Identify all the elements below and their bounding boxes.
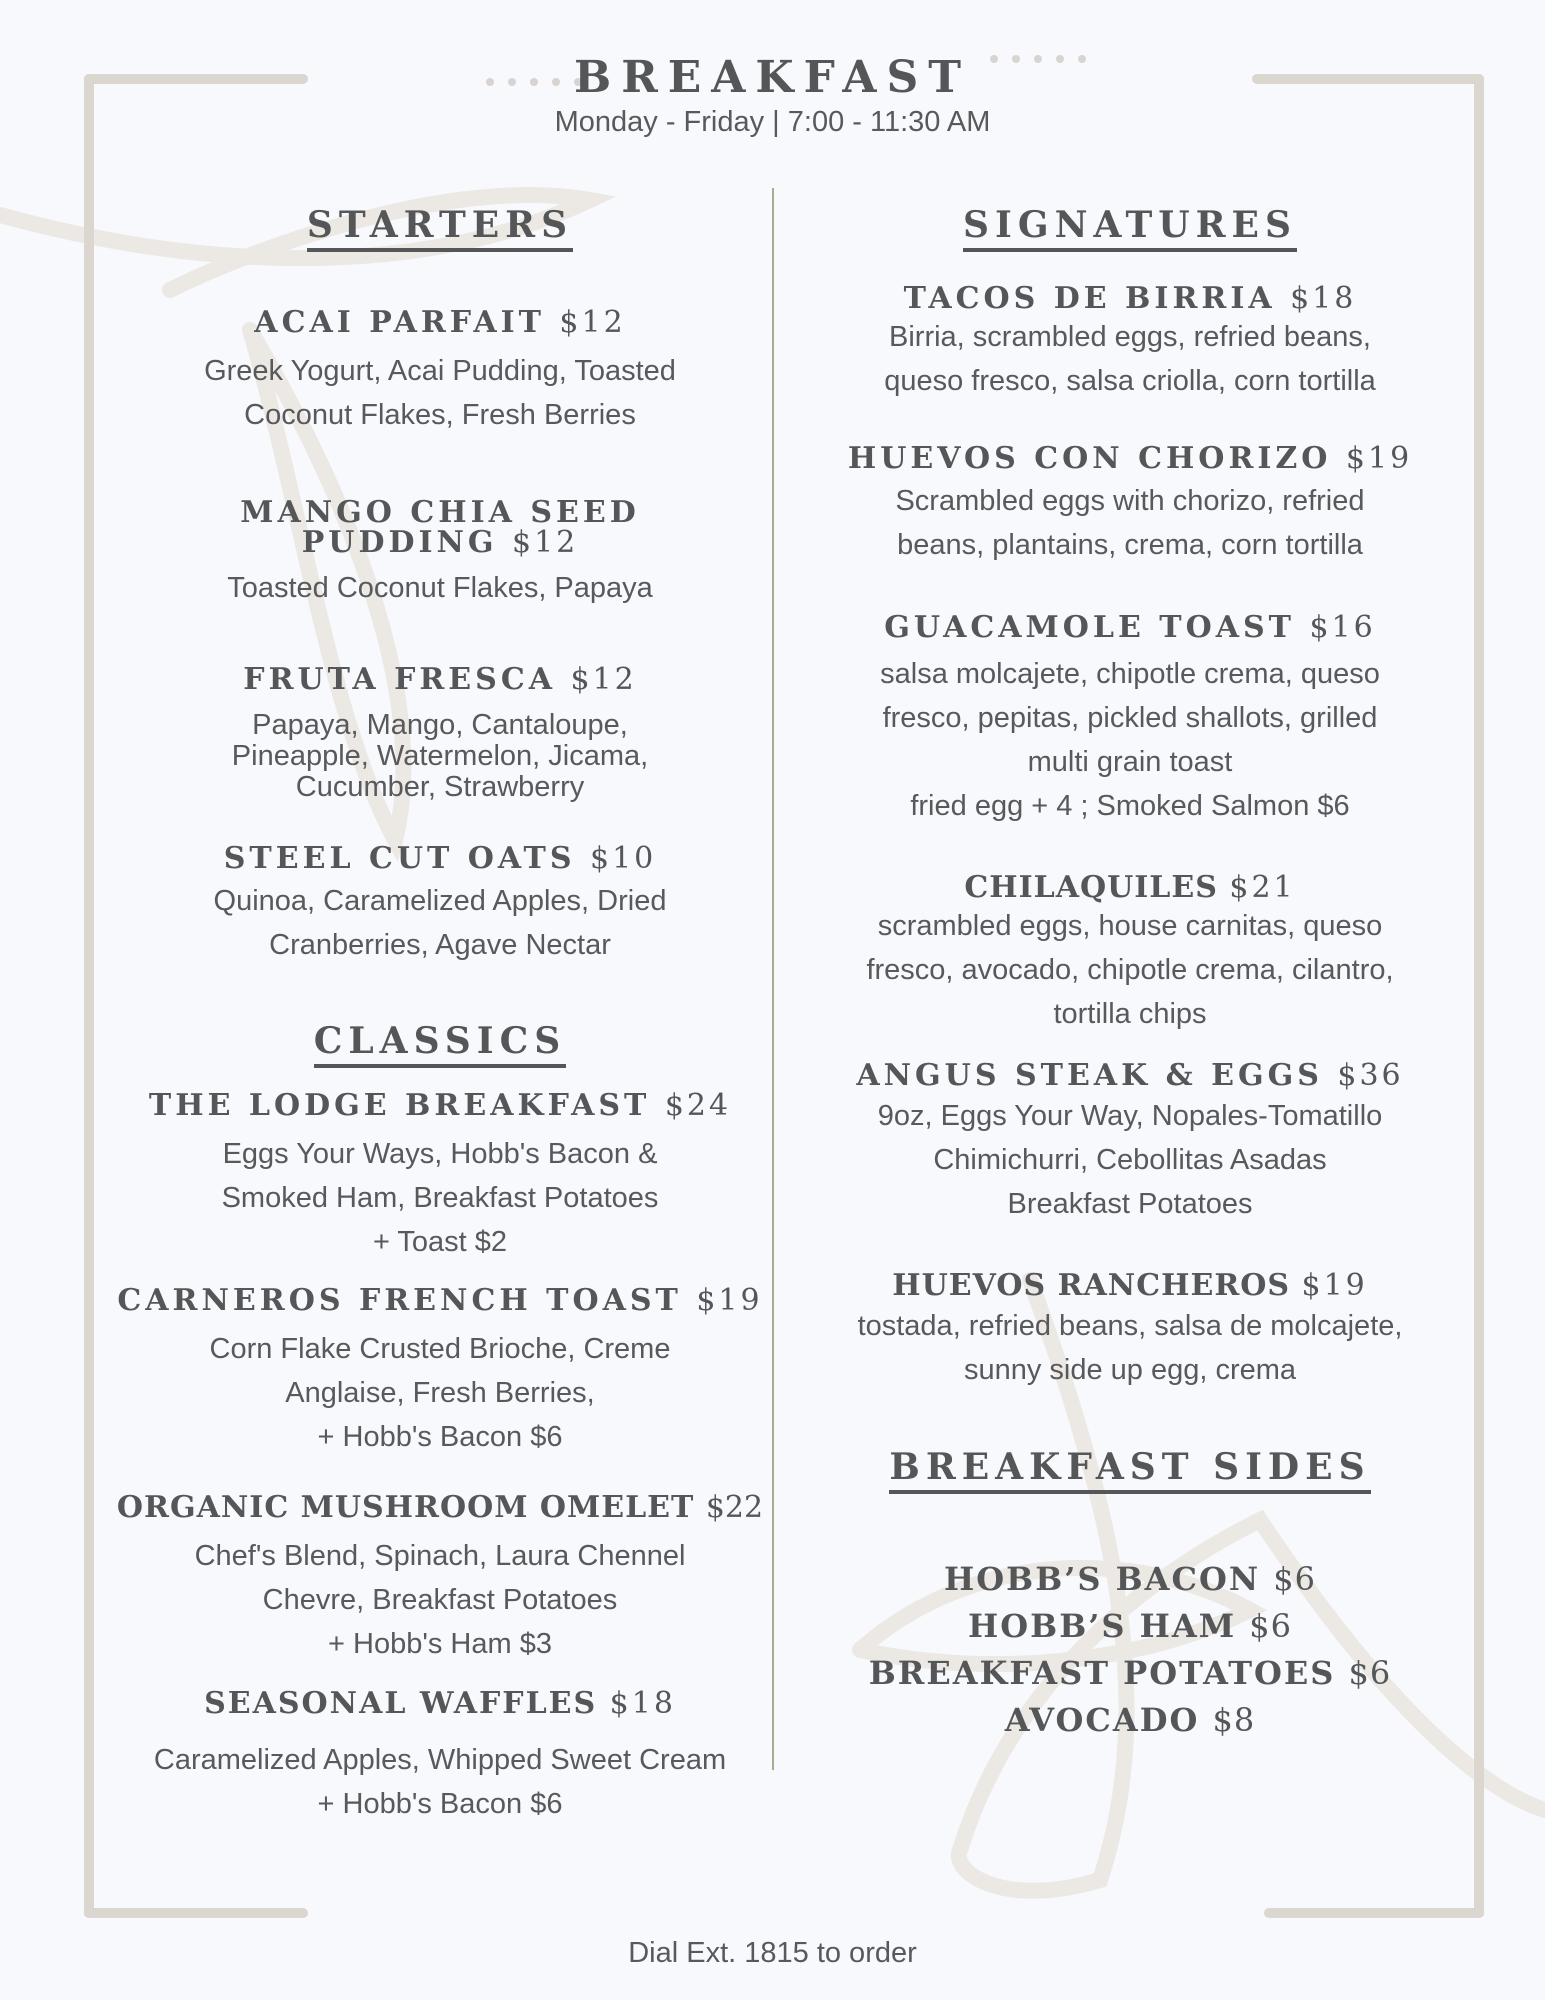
item-name: CHILAQUILES: [964, 870, 1218, 905]
menu-item-steel-cut-oats: [100, 843, 780, 967]
item-price: $18: [609, 1686, 676, 1721]
item-price: $24: [664, 1088, 732, 1123]
item-price: $10: [590, 841, 657, 876]
item-desc-line: salsa molcajete, chipotle crema, queso: [880, 658, 1380, 690]
item-desc-line: Papaya, Mango, Cantaloupe,: [252, 709, 628, 741]
item-price: $12: [570, 662, 637, 697]
item-name: GUACAMOLE TOAST: [884, 610, 1296, 645]
item-desc-line: tortilla chips: [1053, 998, 1207, 1030]
item-desc-line: + Hobb's Bacon $6: [317, 1421, 563, 1453]
right-column: [800, 0, 1460, 2000]
item-name: STEEL CUT OATS: [223, 841, 576, 876]
menu-hours: Monday - Friday | 7:00 - 11:30 AM: [554, 106, 991, 138]
item-name: TACOS DE BIRRIA: [903, 281, 1276, 316]
menu-item-fruta-fresca: [100, 664, 780, 803]
item-price: $21: [1229, 870, 1296, 905]
item-price: $19: [696, 1283, 763, 1318]
menu-item-acai-parfait: [100, 307, 780, 437]
side-item-avocado: AVOCADO $8: [1004, 1701, 1256, 1739]
menu-item-huevos-con-chorizo: [800, 443, 1460, 567]
item-desc-line: tostada, refried beans, salsa de molcajete,: [857, 1310, 1403, 1342]
item-desc-line: Chef's Blend, Spinach, Laura Chennel: [194, 1540, 686, 1572]
item-desc-line: + Hobb's Ham $3: [328, 1628, 552, 1660]
menu-item-chilaquiles: [800, 872, 1460, 1036]
item-desc-line: Pineapple, Watermelon, Jicama,: [231, 740, 649, 772]
side-item-hobbs-ham: HOBB’S HAM $6: [968, 1607, 1292, 1645]
item-desc-line: Chimichurri, Cebollitas Asadas: [933, 1144, 1327, 1176]
item-price: $19: [1345, 441, 1413, 476]
menu-item-huevos-rancheros: [800, 1270, 1460, 1392]
item-price: $19: [1301, 1268, 1368, 1303]
item-desc-line: Corn Flake Crusted Brioche, Creme: [209, 1333, 671, 1365]
item-price: $16: [1309, 610, 1376, 645]
item-price: $36: [1337, 1058, 1404, 1093]
item-desc-line: Birria, scrambled eggs, refried beans,: [889, 321, 1371, 353]
item-name: MANGO CHIA SEED: [240, 495, 640, 530]
item-desc-line: Eggs Your Ways, Hobb's Bacon &: [222, 1138, 658, 1170]
item-price: $12: [559, 305, 626, 340]
item-desc-line: Smoked Ham, Breakfast Potatoes: [221, 1182, 659, 1214]
item-desc-line: + Toast $2: [372, 1226, 508, 1258]
item-name: SEASONAL WAFFLES: [204, 1686, 598, 1721]
item-desc-line: Breakfast Potatoes: [1007, 1188, 1253, 1220]
item-name: ANGUS STEAK & EGGS: [856, 1058, 1323, 1093]
item-desc-line: Cucumber, Strawberry: [295, 771, 585, 803]
item-desc-line: Caramelized Apples, Whipped Sweet Cream: [153, 1744, 727, 1776]
item-name: HUEVOS CON CHORIZO: [847, 441, 1332, 476]
menu-item-guacamole-toast: [800, 612, 1460, 828]
menu-item-carneros-french-toast: [100, 1285, 780, 1459]
item-desc-line: Chevre, Breakfast Potatoes: [262, 1584, 618, 1616]
frame-left-vertical: [84, 74, 94, 1918]
item-name: ORGANIC MUSHROOM OMELET: [116, 1490, 695, 1525]
item-price: $18: [1290, 281, 1357, 316]
item-price: $22: [705, 1490, 764, 1525]
menu-item-lodge-breakfast: [100, 1090, 780, 1264]
item-desc-line: Cranberries, Agave Nectar: [269, 929, 611, 961]
section-title-signatures: SIGNATURES: [800, 204, 1460, 246]
side-item-breakfast-potatoes: BREAKFAST POTATOES $6: [868, 1654, 1392, 1692]
section-title-classics: CLASSICS: [100, 1020, 780, 1062]
item-name: PUDDING: [301, 525, 498, 560]
menu-title: BREAKFAST: [574, 52, 971, 103]
item-name: CARNEROS FRENCH TOAST: [117, 1283, 682, 1318]
item-name: THE LODGE BREAKFAST: [148, 1088, 651, 1123]
frame-right-vertical: [1474, 74, 1484, 1918]
left-column: [100, 0, 780, 2000]
item-desc-line: fried egg + 4 ; Smoked Salmon $6: [910, 790, 1350, 822]
item-desc-line: beans, plantains, crema, corn tortilla: [897, 529, 1363, 561]
menu-item-seasonal-waffles: [100, 1688, 780, 1826]
item-desc-line: scrambled eggs, house carnitas, queso: [877, 910, 1383, 942]
menu-item-mango-chia-seed-pudding: [100, 495, 780, 610]
section-title-starters: STARTERS: [100, 204, 780, 246]
item-desc-line: Scrambled eggs with chorizo, refried: [895, 485, 1365, 517]
item-name: HUEVOS RANCHEROS: [892, 1268, 1291, 1303]
menu-item-organic-mushroom-omelet: [100, 1492, 780, 1666]
item-desc-line: + Hobb's Bacon $6: [317, 1788, 563, 1820]
item-desc-line: queso fresco, salsa criolla, corn tortilla: [884, 365, 1376, 397]
item-name: FRUTA FRESCA: [243, 662, 556, 697]
item-desc-line: Coconut Flakes, Fresh Berries: [244, 399, 636, 431]
item-desc-line: sunny side up egg, crema: [963, 1354, 1297, 1386]
menu-item-tacos-de-birria: [800, 283, 1460, 403]
item-desc-line: Greek Yogurt, Acai Pudding, Toasted: [204, 355, 676, 387]
item-desc-line: Quinoa, Caramelized Apples, Dried: [213, 885, 667, 917]
sides-list: [800, 1556, 1460, 1744]
item-desc-line: fresco, pepitas, pickled shallots, grilled: [882, 702, 1378, 734]
item-desc-line: Toasted Coconut Flakes, Papaya: [227, 572, 653, 604]
item-name: ACAI PARFAIT: [254, 305, 545, 340]
side-item-hobbs-bacon: HOBB’S BACON $6: [944, 1560, 1316, 1598]
item-price: $12: [512, 525, 579, 560]
order-instructions: Dial Ext. 1815 to order: [628, 1937, 917, 1969]
item-desc-line: fresco, avocado, chipotle crema, cilantro,: [866, 954, 1394, 986]
menu-item-angus-steak-eggs: [800, 1060, 1460, 1226]
item-desc-line: multi grain toast: [1027, 746, 1233, 778]
section-title-breakfast-sides: BREAKFAST SIDES: [800, 1446, 1460, 1488]
item-desc-line: Anglaise, Fresh Berries,: [285, 1377, 595, 1409]
item-desc-line: 9oz, Eggs Your Way, Nopales-Tomatillo: [877, 1100, 1383, 1132]
